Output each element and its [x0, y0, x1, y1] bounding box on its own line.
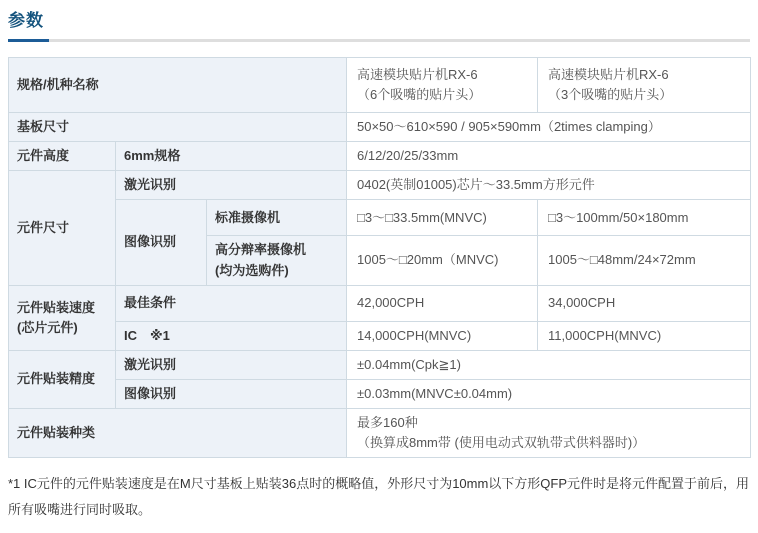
placement-types-count: 最多160种: [357, 415, 418, 431]
title-underline: [8, 39, 750, 42]
placement-speed-label: 元件贴装速度: [17, 299, 96, 315]
table-row: [9, 142, 751, 171]
row-label-spec-name: 规格/机种名称: [9, 58, 347, 113]
row-label-standard-camera: 标准摄像机: [207, 200, 347, 236]
table-row: [9, 379, 751, 408]
table-row: [9, 58, 751, 113]
value-accuracy-laser: ±0.04mm(Cpk≧1): [347, 350, 751, 379]
value-accuracy-vision: ±0.03mm(MNVC±0.04mm): [347, 379, 751, 408]
footnote: *1 IC元件的元件贴装速度是在M尺寸基板上贴装36点时的概略值，外形尺寸为10mm以下方形QFP元件时是将元件配置于前后，用所有吸嘴进行同时吸取。: [8, 476, 750, 518]
row-label-accuracy-laser: 激光识别: [116, 350, 347, 379]
table-row: [9, 113, 751, 142]
table-row: [9, 171, 751, 200]
placement-types-note: （换算成8mm带 (使用电动式双轨带式供料器时)）: [357, 435, 646, 451]
value-component-height: 6/12/20/25/33mm: [347, 142, 751, 171]
value-ic-speed-a: 14,000CPH(MNVC): [347, 321, 538, 350]
table-row: [9, 285, 751, 321]
value-hires-camera-a: 1005～□20mm（MNVC): [347, 236, 538, 285]
value-hires-camera-b: 1005～□48mm/24×72mm: [538, 236, 751, 285]
row-label-best-condition: 最佳条件: [116, 285, 347, 321]
value-best-condition-a: 42,000CPH: [347, 285, 538, 321]
model-b-heads: （3个吸嘴的贴片头）: [548, 87, 673, 102]
row-label-placement-speed: [9, 285, 116, 350]
value-laser-recognition: 0402(英制01005)芯片～33.5mm方形元件: [347, 171, 751, 200]
value-standard-camera-b: □3～100mm/50×180mm: [538, 200, 751, 236]
row-label-laser-recognition: 激光识别: [116, 171, 347, 200]
row-label-component-height: 元件高度: [9, 142, 116, 171]
value-board-size: 50×50～610×590 / 905×590mm（2times clamping）: [347, 113, 751, 142]
value-ic-speed-b: 11,000CPH(MNVC): [538, 321, 751, 350]
value-standard-camera-a: □3～□33.5mm(MNVC): [347, 200, 538, 236]
row-label-placement-accuracy: 元件贴装精度: [9, 350, 116, 408]
placement-speed-note: (芯片元件): [17, 319, 78, 335]
row-label-placement-types: 元件贴装种类: [9, 409, 347, 458]
model-b-name: 高速模块贴片机RX-6: [548, 66, 669, 82]
value-model-a: [347, 58, 538, 113]
spec-table: [8, 57, 751, 458]
row-label-board-size: 基板尺寸: [9, 113, 347, 142]
model-a-name: 高速模块贴片机RX-6: [357, 66, 478, 82]
hires-camera-label: 高分辩率摄像机: [215, 242, 307, 258]
table-row: [9, 350, 751, 379]
row-label-ic-speed: IC ※1: [116, 321, 347, 350]
value-placement-types: [347, 409, 751, 458]
table-row: [9, 321, 751, 350]
hires-camera-note: (均为选购件): [215, 262, 289, 278]
model-a-heads: （6个吸嘴的贴片头）: [357, 87, 482, 102]
table-row: [9, 200, 751, 236]
row-label-hires-camera: [207, 236, 347, 285]
page-title: 参数: [8, 11, 44, 30]
row-label-accuracy-vision: 图像识别: [116, 379, 347, 408]
row-label-component-size: 元件尺寸: [9, 171, 116, 285]
row-label-vision-recognition: 图像识别: [116, 200, 207, 285]
value-model-b: [538, 58, 751, 113]
table-row: [9, 409, 751, 458]
value-best-condition-b: 34,000CPH: [538, 285, 751, 321]
row-label-6mm-spec: 6mm规格: [116, 142, 347, 171]
title-underline-accent: [8, 39, 49, 42]
